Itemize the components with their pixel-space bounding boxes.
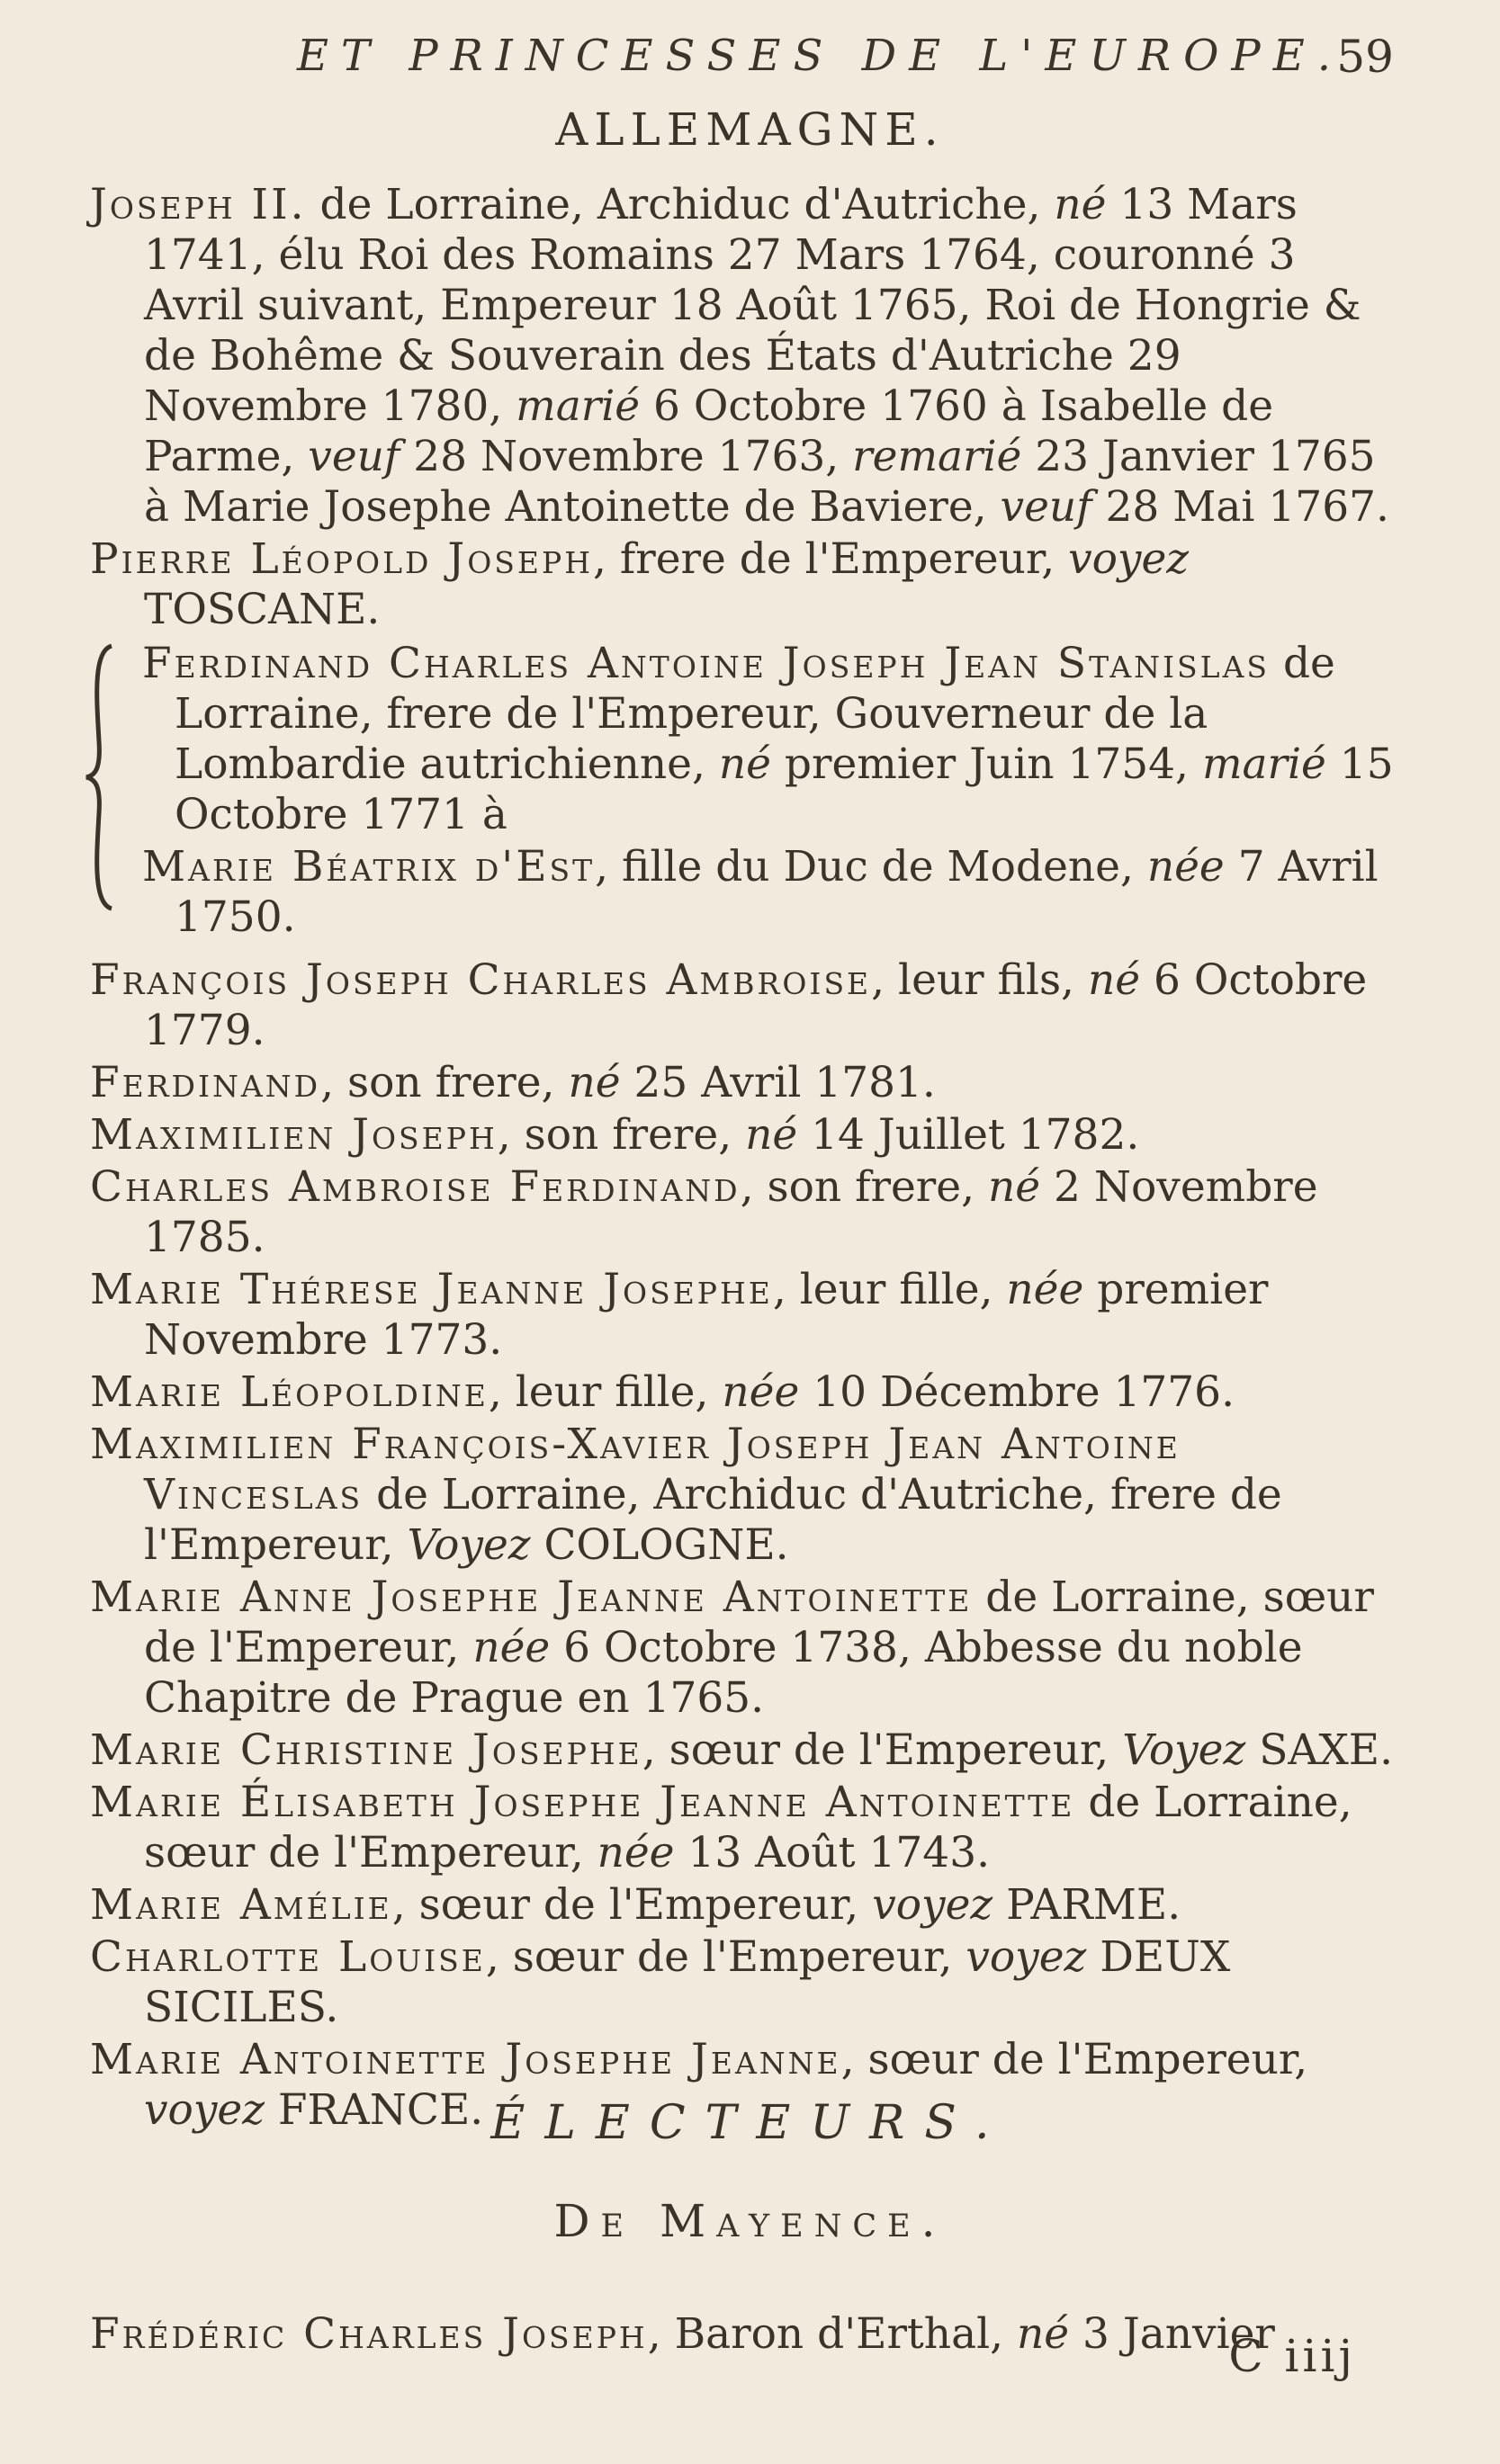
entry-text: 15 Octobre 1771 à — [175, 739, 1394, 839]
entry-marie-beatrix — [142, 842, 1404, 943]
entry-text: 10 Décembre 1776. — [799, 1367, 1235, 1417]
entry-name: Marie Béatrix d'Est — [142, 842, 596, 892]
entry-italic: voyez — [144, 2085, 265, 2135]
entry-child — [90, 1162, 1404, 1263]
page-number: 59 — [1336, 31, 1394, 83]
entry-text: 7 Avril 1750. — [175, 842, 1379, 942]
entry-text: , sœur de l'Empereur, — [642, 1725, 1123, 1775]
signature-mark: C iiij — [1228, 2330, 1356, 2382]
entry-text: , son frere, — [497, 1110, 746, 1160]
entry-text: , leur fille, — [488, 1367, 723, 1417]
entry-text: , leur fils, — [871, 955, 1088, 1005]
entry-italic: né — [568, 1058, 621, 1107]
entry-italic: né — [745, 1110, 798, 1160]
entry-child — [90, 955, 1404, 1056]
entry-italic: voyez — [872, 1880, 993, 1930]
entry-text: , leur fille, — [772, 1265, 1007, 1314]
entry-italic: voyez — [966, 1932, 1087, 1982]
entry-sibling — [90, 1880, 1404, 1931]
entry-text: de Lorraine, sœur de l'Empereur, — [144, 1778, 1352, 1877]
entry-text: de Lorraine, frere de l'Empereur, Gouverneur de la Lombardie autrichienne, — [175, 639, 1335, 789]
entry-name: François Joseph Charles Ambroise — [90, 955, 872, 1005]
entry-text: , Baron d'Erthal, — [647, 2309, 1018, 2359]
entry-text: DEUX SICILES. — [144, 1932, 1231, 2032]
entry-name: Marie Antoinette Josephe Jeanne — [90, 2035, 841, 2084]
entry-child — [90, 1265, 1404, 1366]
entry-sibling — [90, 1932, 1404, 2033]
entry-text: 13 Mars 1741, élu Roi des Romains 27 Mars 1764, couronné 3 Avril suivant, Empereur 18 Août 1765, Roi de Hongrie & de Bohême & Souverain des États d'Autriche 29 Novembre 1780, — [144, 180, 1361, 431]
entry-sibling — [90, 1572, 1404, 1724]
page-header — [0, 25, 1500, 88]
entry-name: Marie Amélie — [90, 1880, 392, 1930]
entry-italic: né — [718, 739, 771, 789]
entry-text: 13 Août 1743. — [674, 1828, 991, 1877]
entry-joseph-ii — [90, 180, 1404, 533]
entry-sibling — [90, 1778, 1404, 1878]
section-title: ALLEMAGNE. — [555, 103, 945, 156]
entry-name: Joseph II. — [90, 180, 307, 229]
entry-text: 23 Janvier 1765 à Marie Josephe Antoinette de Baviere, — [144, 432, 1376, 532]
entry-text: premier Juin 1754, — [770, 739, 1202, 789]
entry-italic: née — [722, 1367, 800, 1417]
entry-italic: né — [1087, 955, 1141, 1005]
entry-italic: né — [1054, 180, 1107, 229]
entry-text: 6 Octobre 1779. — [144, 955, 1368, 1055]
entry-italic: voyez — [1068, 534, 1190, 584]
entry-italic: Voyez — [407, 1520, 531, 1570]
entry-text: SAXE. — [1245, 1725, 1394, 1775]
entry-text: 14 Juillet 1782. — [797, 1110, 1140, 1160]
electeurs-heading: ÉLECTEURS. — [490, 2096, 1010, 2150]
entries-list — [90, 180, 1404, 2137]
entry-name: Marie Élisabeth Josephe Jeanne Antoinette — [90, 1778, 1075, 1827]
entry-name: Marie Christine Josephe — [90, 1725, 642, 1775]
entry-name: Marie Thérese Jeanne Josephe — [90, 1265, 773, 1314]
entry-text: PARME. — [993, 1880, 1181, 1930]
entry-text: FRANCE. — [264, 2085, 484, 2135]
entry-italic: remarié — [852, 432, 1022, 481]
entry-name: Marie Anne Josephe Jeanne Antoinette — [90, 1572, 973, 1622]
entry-text: , sœur de l'Empereur, — [840, 2035, 1308, 2084]
entry-sibling — [90, 1725, 1404, 1776]
entry-name: Charles Ambroise Ferdinand — [90, 1162, 741, 1212]
entry-text: de Lorraine, Archiduc d'Autriche, frere de l'Empereur, — [144, 1470, 1282, 1570]
ferdinand-group — [90, 639, 1404, 943]
entry-italic: né — [987, 1162, 1041, 1212]
entry-name: Ferdinand Charles Antoine Joseph Jean Stanislas — [142, 639, 1271, 688]
entry-name: Pierre Léopold Joseph — [90, 534, 593, 584]
entry-name: Charlotte Louise — [90, 1932, 486, 1982]
entry-text: 6 Octobre 1760 à Isabelle de Parme, — [144, 381, 1274, 481]
entry-text: de Lorraine, Archiduc d'Autriche, — [306, 180, 1055, 229]
entry-text: , fille du Duc de Modene, — [595, 842, 1147, 892]
entry-name: Marie Léopoldine — [90, 1367, 489, 1417]
entry-text: , son frere, — [740, 1162, 988, 1212]
entry-sibling — [90, 1420, 1404, 1571]
entry-pierre-leopold — [90, 534, 1404, 635]
entry-italic: marié — [1201, 739, 1326, 789]
entry-italic: né — [1017, 2309, 1070, 2359]
entry-frederic — [90, 2309, 1404, 2360]
entry-italic: veuf — [1000, 482, 1092, 532]
running-title: ET PRINCESSES DE L'EUROPE. — [297, 31, 1344, 81]
entry-text: , frere de l'Empereur, — [592, 534, 1069, 584]
entry-text: 25 Avril 1781. — [620, 1058, 936, 1107]
entry-text: 3 Janvier — [1069, 2309, 1275, 2359]
entry-italic: née — [1006, 1265, 1084, 1314]
entry-name: Maximilien François-Xavier Joseph Jean Antoine Vinceslas — [90, 1420, 1181, 1519]
entry-text: de Lorraine, sœur de l'Empereur, — [144, 1572, 1374, 1672]
entry-text: 28 Novembre 1763, — [400, 432, 853, 481]
entry-name: Frédéric Charles Joseph — [90, 2309, 648, 2359]
entry-text: COLOGNE. — [530, 1520, 789, 1570]
entry-name: Ferdinand — [90, 1058, 321, 1107]
entry-italic: veuf — [308, 432, 400, 481]
entry-italic: marié — [516, 381, 641, 431]
entry-text: 28 Mai 1767. — [1091, 482, 1389, 532]
entry-text: , sœur de l'Empereur, — [485, 1932, 966, 1982]
entry-child — [90, 1367, 1404, 1418]
entry-name: Maximilien Joseph — [90, 1110, 498, 1160]
entry-text: 6 Octobre 1738, Abbesse du noble Chapitre de Prague en 1765. — [144, 1623, 1303, 1723]
brace-icon — [85, 642, 115, 912]
entry-child — [90, 1110, 1404, 1160]
entry-text: , sœur de l'Empereur, — [391, 1880, 873, 1930]
entry-ferdinand — [142, 639, 1404, 840]
entry-italic: Voyez — [1122, 1725, 1246, 1775]
entry-italic: née — [1146, 842, 1225, 892]
entry-text: 2 Novembre 1785. — [144, 1162, 1318, 1262]
entry-italic: née — [472, 1623, 551, 1672]
entry-child — [90, 1058, 1404, 1108]
entry-italic: née — [597, 1828, 675, 1877]
subsection-heading: De Mayence. — [553, 2195, 947, 2247]
entry-text: premier Novembre 1773. — [144, 1265, 1269, 1365]
entry-text: TOSCANE. — [144, 585, 381, 634]
entry-text: , son frere, — [320, 1058, 569, 1107]
